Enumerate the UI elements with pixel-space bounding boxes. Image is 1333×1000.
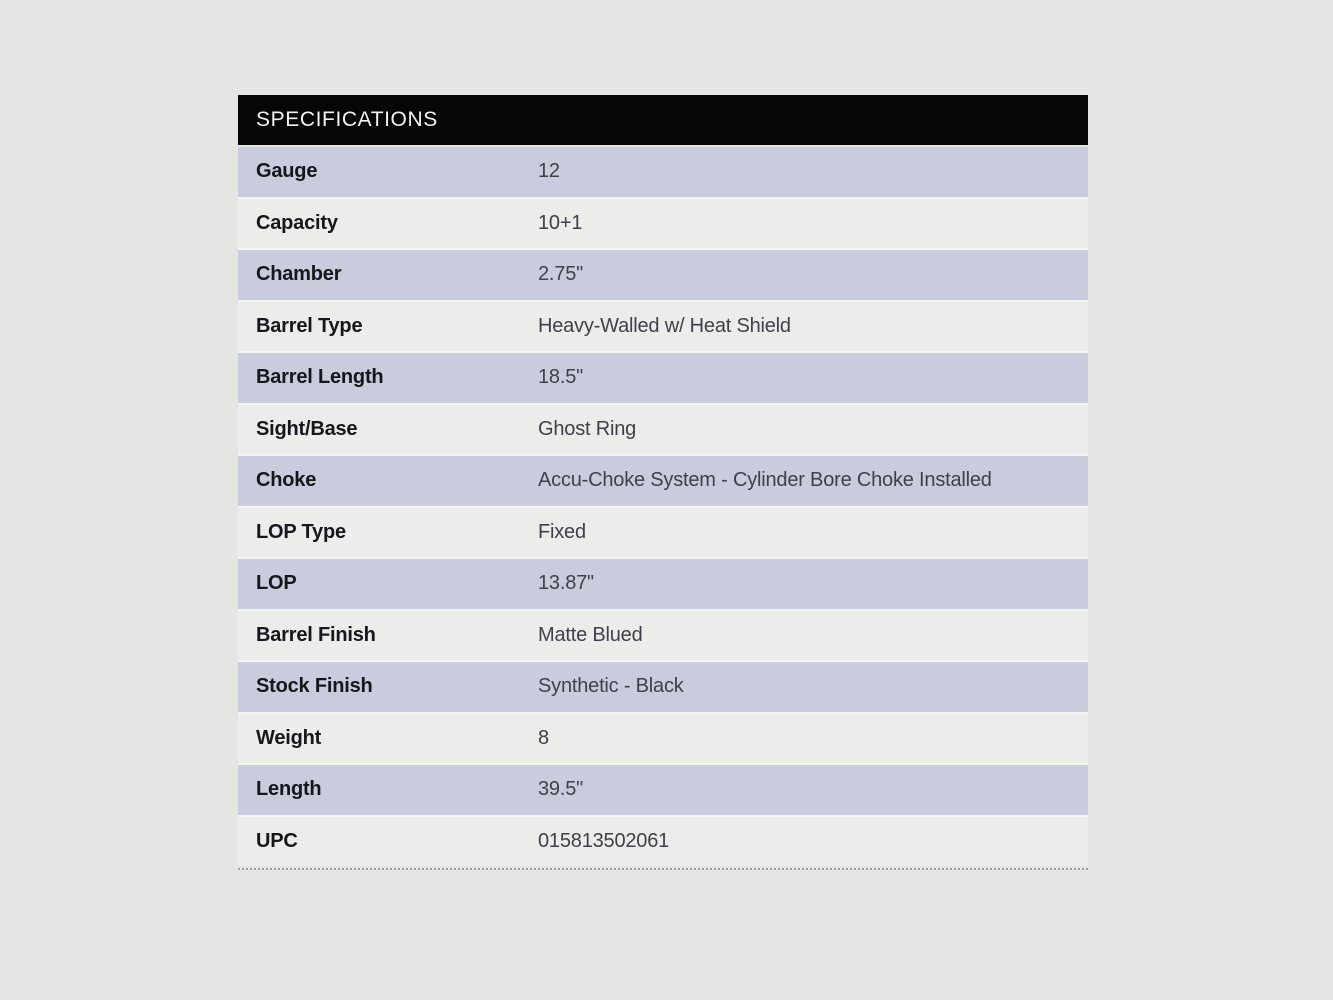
spec-label: Capacity (256, 211, 338, 234)
spec-label: Choke (256, 469, 317, 491)
spec-row (238, 199, 1088, 249)
spec-label: LOP Type (256, 520, 346, 543)
spec-value: 2.75" (538, 263, 584, 285)
bottom-dotted-divider (238, 868, 1088, 870)
spec-label: Weight (256, 726, 322, 749)
spec-value: 13.87" (538, 572, 594, 594)
spec-label: Stock Finish (256, 675, 373, 697)
spec-label: Length (256, 778, 322, 800)
specifications-header (238, 95, 1088, 145)
spec-value: 12 (538, 160, 560, 182)
spec-label: Barrel Type (256, 314, 363, 337)
spec-value: 18.5" (538, 366, 584, 388)
spec-value: 39.5" (538, 778, 584, 800)
spec-value: Synthetic - Black (538, 675, 684, 697)
spec-row (238, 456, 1088, 506)
specifications-title: SPECIFICATIONS (256, 108, 438, 131)
spec-label: LOP (256, 572, 297, 594)
spec-value: Ghost Ring (538, 417, 637, 440)
spec-row (238, 611, 1088, 661)
spec-value: 10+1 (538, 211, 583, 234)
spec-rows-container (238, 147, 1088, 866)
spec-label: UPC (256, 829, 298, 852)
spec-row (238, 817, 1088, 867)
specifications-table (238, 95, 1088, 870)
spec-row (238, 302, 1088, 352)
spec-row (238, 405, 1088, 455)
spec-value: Accu-Choke System - Cylinder Bore Choke Installed (538, 469, 992, 491)
spec-row (238, 559, 1088, 609)
spec-label: Gauge (256, 160, 318, 182)
spec-value: 8 (538, 726, 549, 749)
spec-row (238, 147, 1088, 197)
spec-label: Barrel Finish (256, 623, 376, 646)
spec-row (238, 765, 1088, 815)
spec-label: Sight/Base (256, 417, 358, 440)
spec-value: Heavy-Walled w/ Heat Shield (538, 314, 791, 337)
spec-label: Barrel Length (256, 366, 384, 388)
spec-row (238, 353, 1088, 403)
spec-value: Matte Blued (538, 623, 643, 646)
spec-row (238, 508, 1088, 558)
spec-row (238, 662, 1088, 712)
spec-row (238, 250, 1088, 300)
spec-value: 015813502061 (538, 829, 670, 852)
spec-row (238, 714, 1088, 764)
spec-label: Chamber (256, 263, 342, 285)
spec-value: Fixed (538, 520, 586, 543)
